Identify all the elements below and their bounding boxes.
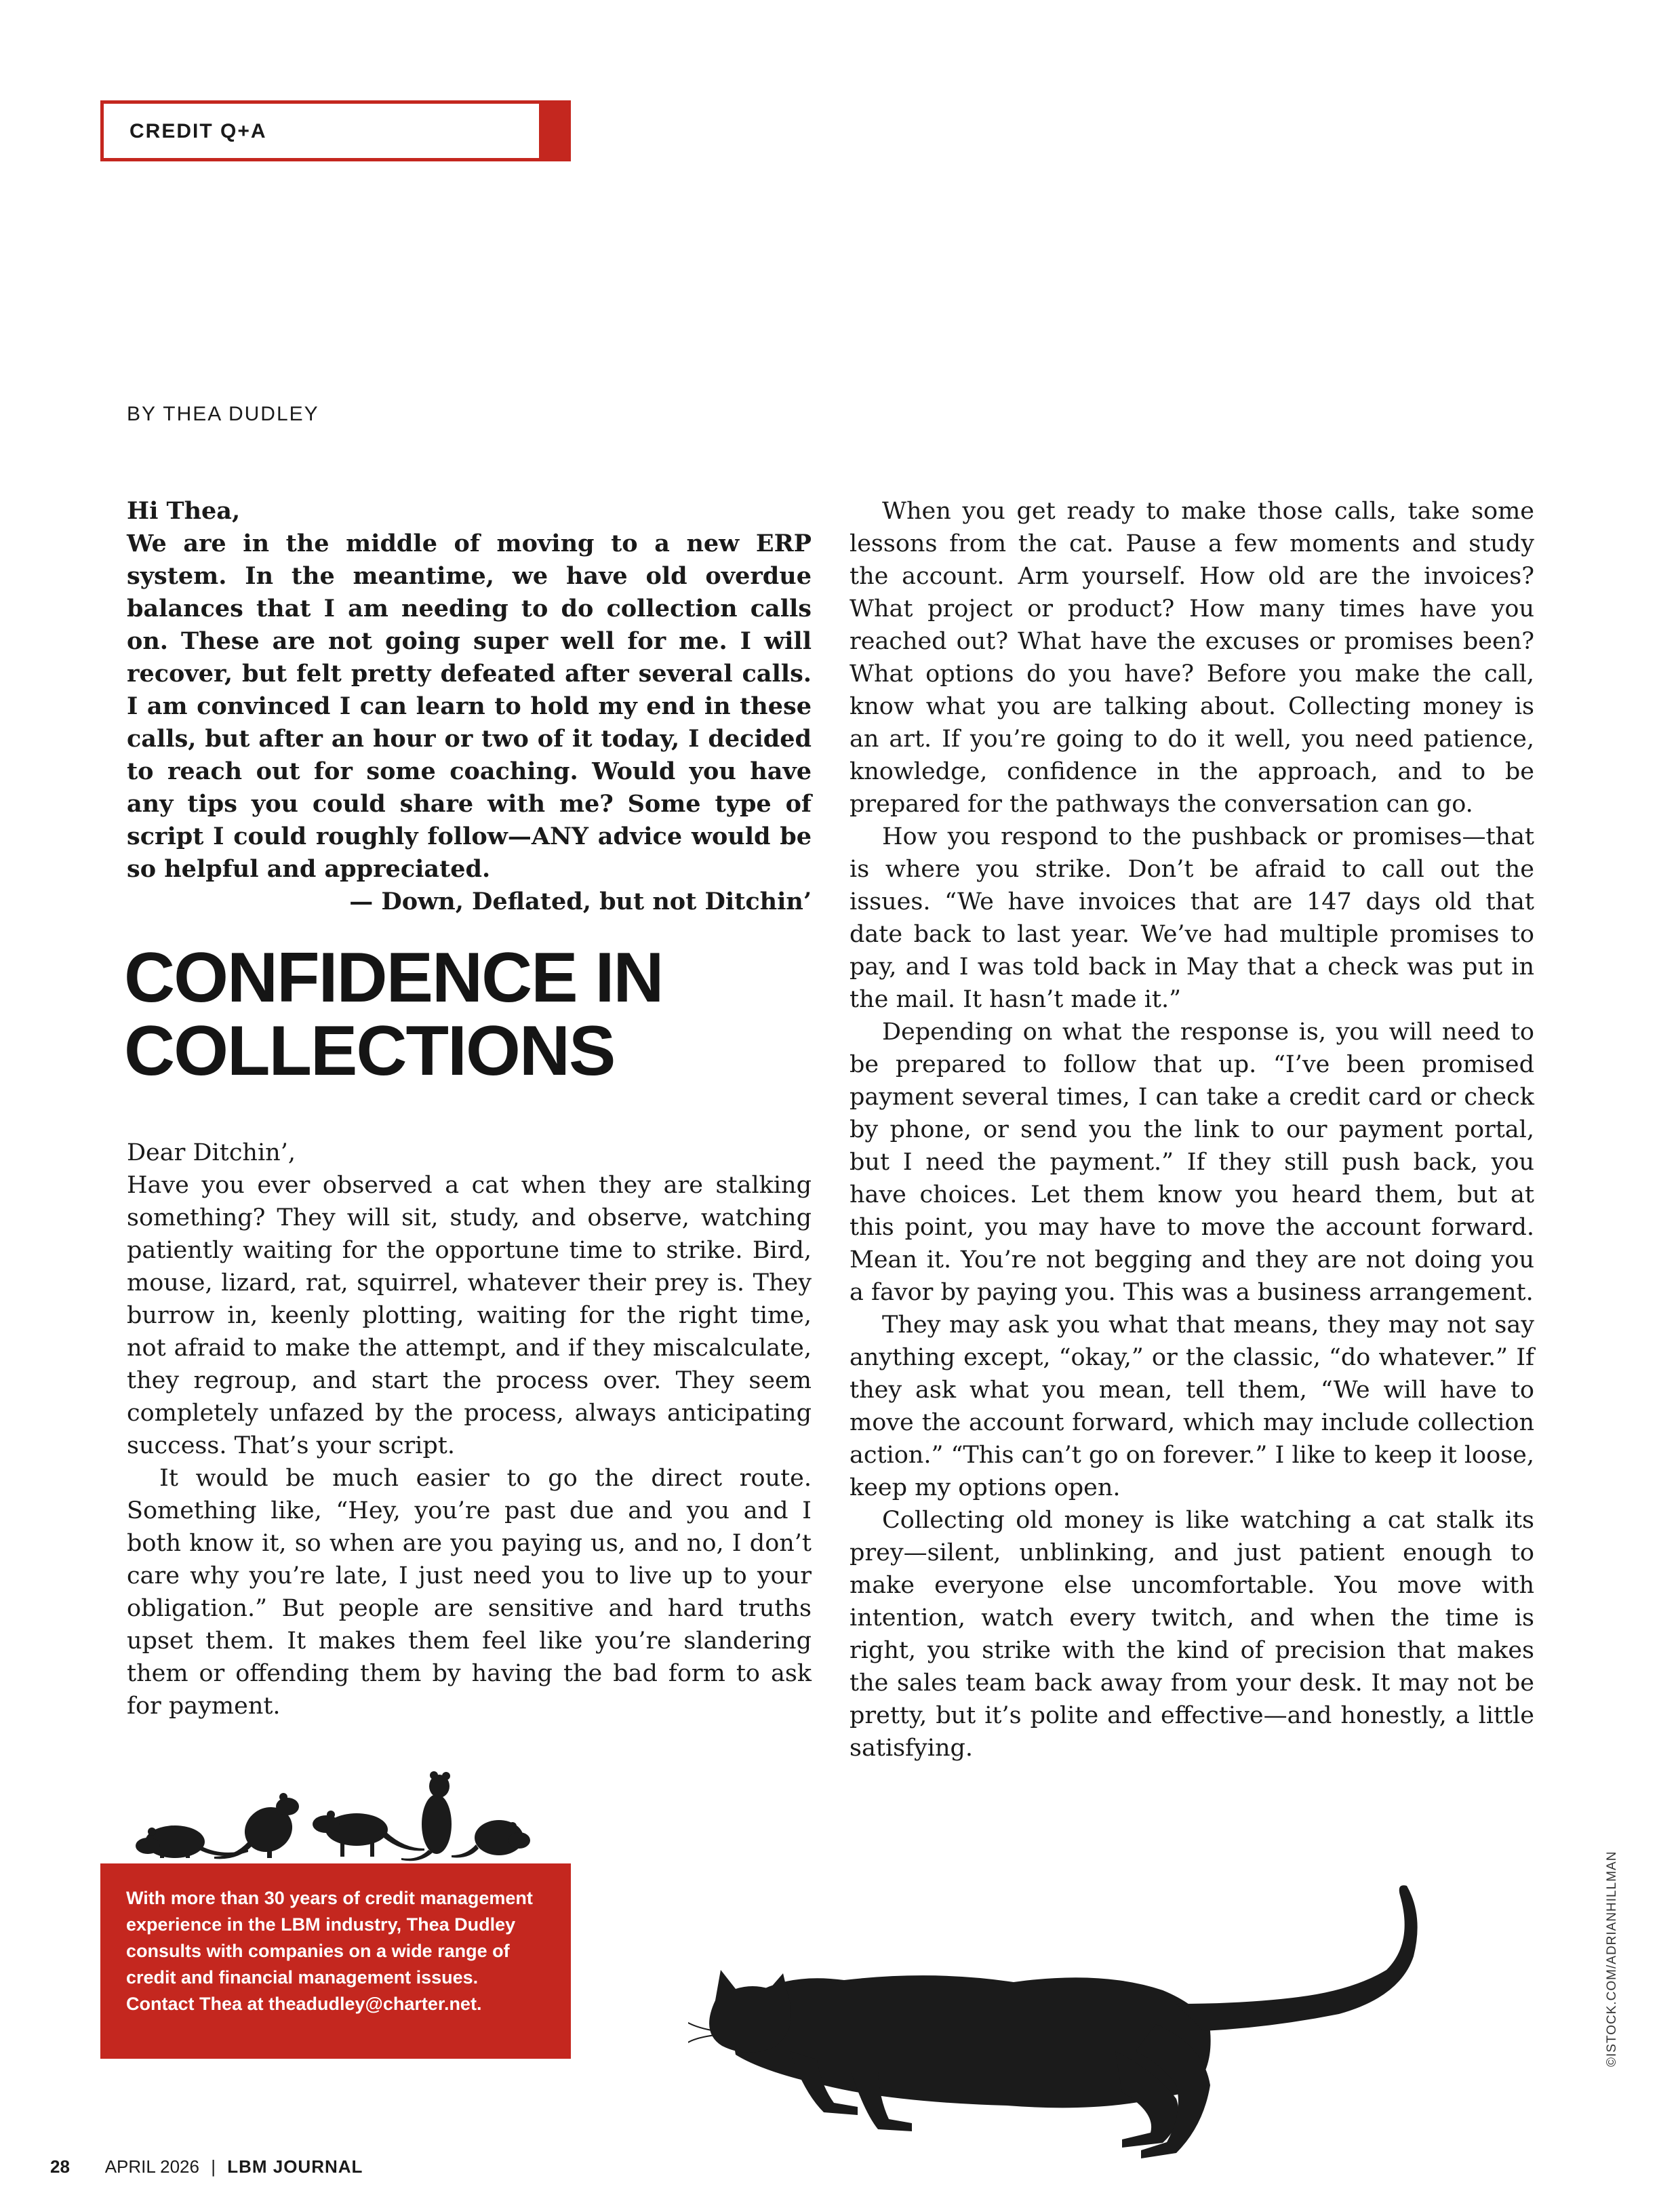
reply-salutation: Dear Ditchin’,	[127, 1139, 296, 1166]
author-bio-box	[100, 1863, 571, 2059]
footer-separator: |	[211, 2156, 216, 2177]
section-label: CREDIT Q+A	[129, 120, 267, 142]
reply-paragraph-1: Have you ever observed a cat when they are stalking something? They will sit, study, and observe, watching patiently waiting for the opportune time to strike. Bird, mouse, lizard, rat, squirrel, whatever their prey is. They burrow in, keenly plotting, waiting for the right time, not afraid to make the attempt, and if they miscalculate, they regroup, and start the process over. They seem completely unfazed by the process, always anticipating success. That’s your script.	[127, 1172, 812, 1459]
author-bio: With more than 30 years of credit management experience in the LBM industry, Thea Dudley consults with companies on a wide range of credit and financial management issues. Contact Thea at theadudley@charter.net.	[126, 1888, 533, 2014]
reply-paragraph-6: They may ask you what that means, they may not say anything except, “okay,” or the classic, “do whatever.” If they ask what you mean, tell them, “We will have to move the account forward, which may include collection action.” “This can’t go on forever.” I like to keep it loose, keep my options open.	[850, 1311, 1534, 1501]
rat-silhouettes-icon	[133, 1762, 540, 1863]
reply-column-left	[127, 1137, 812, 1722]
reply-paragraph-3: When you get ready to make those calls, take some lessons from the cat. Pause a few moments and study the account. Arm yourself. How old are the invoices? What project or product? How many times have you reached out? What have the excuses or promises been? What options do you have? Before you make the call, know what you are talking about. Collecting money is an art. If you’re going to do it well, you need patience, knowledge, confidence in the approach, and to be prepared for the pathways the conversation can go.	[850, 498, 1534, 818]
letter-greeting: Hi Thea,	[127, 497, 241, 525]
reply-paragraph-5: Depending on what the response is, you will need to be prepared to follow that up. “I’ve been promised payment several times, I can take a credit card or check by phone, or send you the link to our payment portal, but I need the payment.” If they still push back, you have choices. Let them know you heard them, but at this point, you may have to move the account forward. Mean it. You’re not begging and they are not doing you a favor by paying you. This was a business arrangement.	[850, 1019, 1534, 1306]
letter-body: We are in the middle of moving to a new ERP system. In the meantime, we have old overdue balances that I am needing to do collection calls on. These are not going super well for me. I will recover, but felt pretty defeated after several calls. I am convinced I can learn to hold my end in these calls, but after an hour or two of it today, I decided to reach out for some coaching. Would you have any tips you could share with me? Some type of script I could roughly follow—ANY advice would be so helpful and appreciated.	[127, 530, 812, 883]
article-headline	[124, 941, 662, 1088]
reply-paragraph-2: It would be much easier to go the direct route. Something like, “Hey, you’re past due and you and I both know it, so when are you paying us, and no, I don’t care why you’re late, I just need you to live up to your obligation.” But people are sensitive and hard truths upset them. It makes them feel like you’re slandering them or offending them by having the bad form to ask for payment.	[127, 1465, 812, 1720]
stalking-cat-silhouette-icon	[688, 1868, 1441, 2180]
image-credit: ©ISTOCK.COM/ADRIANHILLMAN	[1605, 1851, 1619, 2067]
letter-signoff: — Down, Deflated, but not Ditchin’	[349, 888, 812, 915]
reply-paragraph-7: Collecting old money is like watching a cat stalk its prey—silent, unblinking, and just patient enough to make everyone else uncomfortable. You move with intention, watch every twitch, and when the time is right, you strike with the kind of precision that makes the sales team back away from your desk. It may not be pretty, but it’s polite and effective—and honestly, a little satisfying.	[850, 1507, 1534, 1762]
headline-line-2: COLLECTIONS	[124, 1012, 615, 1090]
section-tag	[100, 100, 571, 161]
page-number: 28	[50, 2156, 70, 2177]
issue-date: APRIL 2026	[104, 2156, 199, 2177]
reader-letter	[127, 495, 812, 918]
page-footer	[50, 2156, 363, 2177]
byline: BY THEA DUDLEY	[127, 403, 319, 425]
reply-column-right	[850, 495, 1534, 1764]
reply-paragraph-4: How you respond to the pushback or promises—that is where you strike. Don’t be afraid to call out the issues. “We have invoices that are 147 days old that date back to last year. We’ve had multiple promises to pay, and I was told back in May that a check was put in the mail. It hasn’t made it.”	[850, 823, 1534, 1013]
section-tag-accent-bar	[539, 104, 567, 158]
headline-line-1: CONFIDENCE IN	[124, 939, 663, 1017]
publication-name: LBM JOURNAL	[227, 2156, 363, 2177]
